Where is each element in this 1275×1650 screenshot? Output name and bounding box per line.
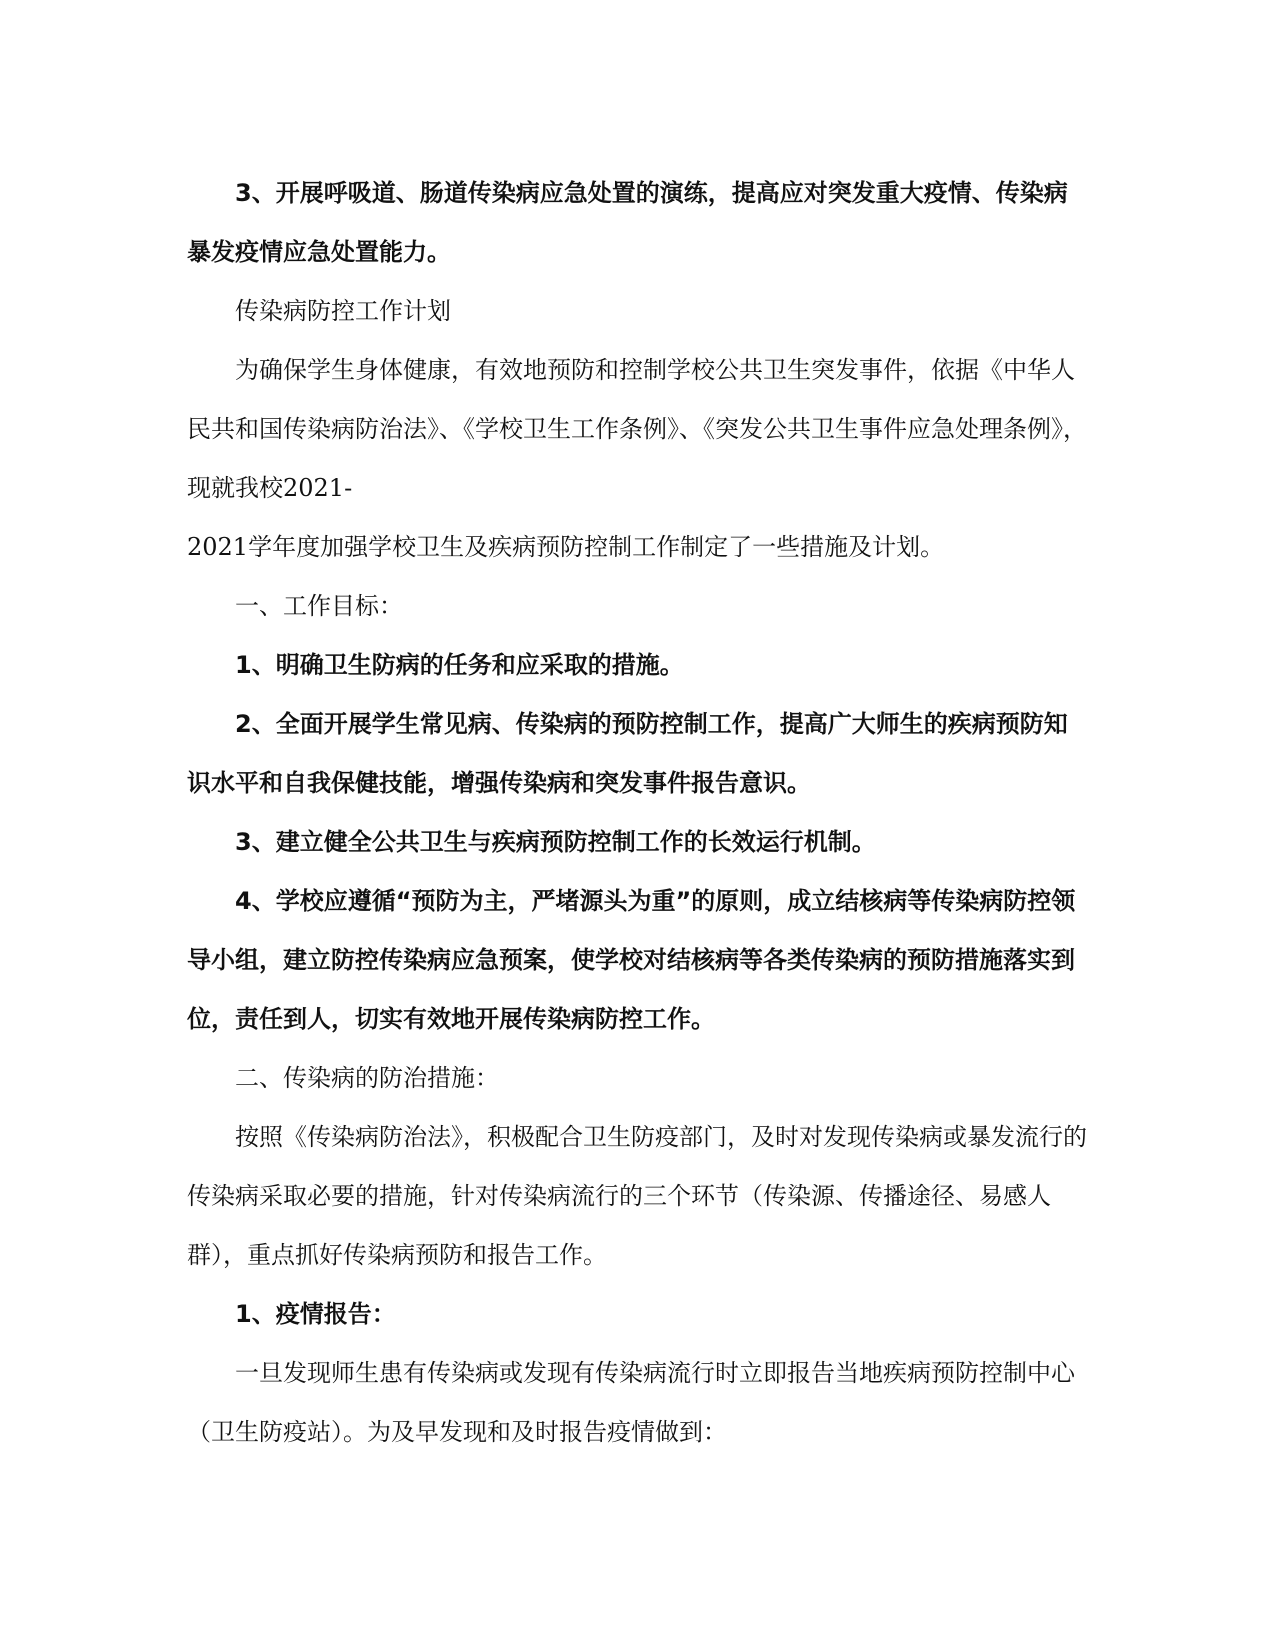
paragraph-intro-continued: 2021学年度加强学校卫生及疾病预防控制工作制定了一些措施及计划。 xyxy=(187,533,945,561)
document-body xyxy=(187,164,1087,1462)
paragraph-report: 一旦发现师生患有传染病或发现有传染病流行时立即报告当地疾病预防控制中心（卫生防疫站）。为及早发现和及时报告疫情做到： xyxy=(187,1359,1075,1446)
goal-item-4: 4、学校应遵循“预防为主，严堵源头为重”的原则，成立结核病等传染病防控领导小组，建立防控传染病应急预案，使学校对结核病等各类传染病的预防措施落实到位，责任到人，切实有效地开展传染病防控工作。 xyxy=(187,887,1076,1033)
subheading-report: 1、疫情报告： xyxy=(235,1300,396,1328)
goal-item-2: 2、全面开展学生常见病、传染病的预防控制工作，提高广大师生的疾病预防知识水平和自我保健技能，增强传染病和突发事件报告意识。 xyxy=(187,710,1068,797)
goal-item-3: 3、建立健全公共卫生与疾病预防控制工作的长效运行机制。 xyxy=(235,828,876,856)
paragraph-intro: 为确保学生身体健康，有效地预防和控制学校公共卫生突发事件，依据《中华人民共和国传染病防治法》、《学校卫生工作条例》、《突发公共卫生事件应急处理条例》，现就我校2021- xyxy=(187,356,1087,502)
paragraph-measures: 按照《传染病防治法》，积极配合卫生防疫部门，及时对发现传染病或暴发流行的传染病采取必要的措施，针对传染病流行的三个环节（传染源、传播途径、易感人群），重点抓好传染病预防和报告工作。 xyxy=(187,1123,1087,1269)
heading-goals: 一、工作目标： xyxy=(235,592,403,620)
paragraph-drill-item: 3、开展呼吸道、肠道传染病应急处置的演练，提高应对突发重大疫情、传染病暴发疫情应急处置能力。 xyxy=(187,179,1068,266)
heading-measures: 二、传染病的防治措施： xyxy=(235,1064,499,1092)
goal-item-1: 1、明确卫生防病的任务和应采取的措施。 xyxy=(235,651,684,679)
section-title: 传染病防控工作计划 xyxy=(235,297,451,325)
